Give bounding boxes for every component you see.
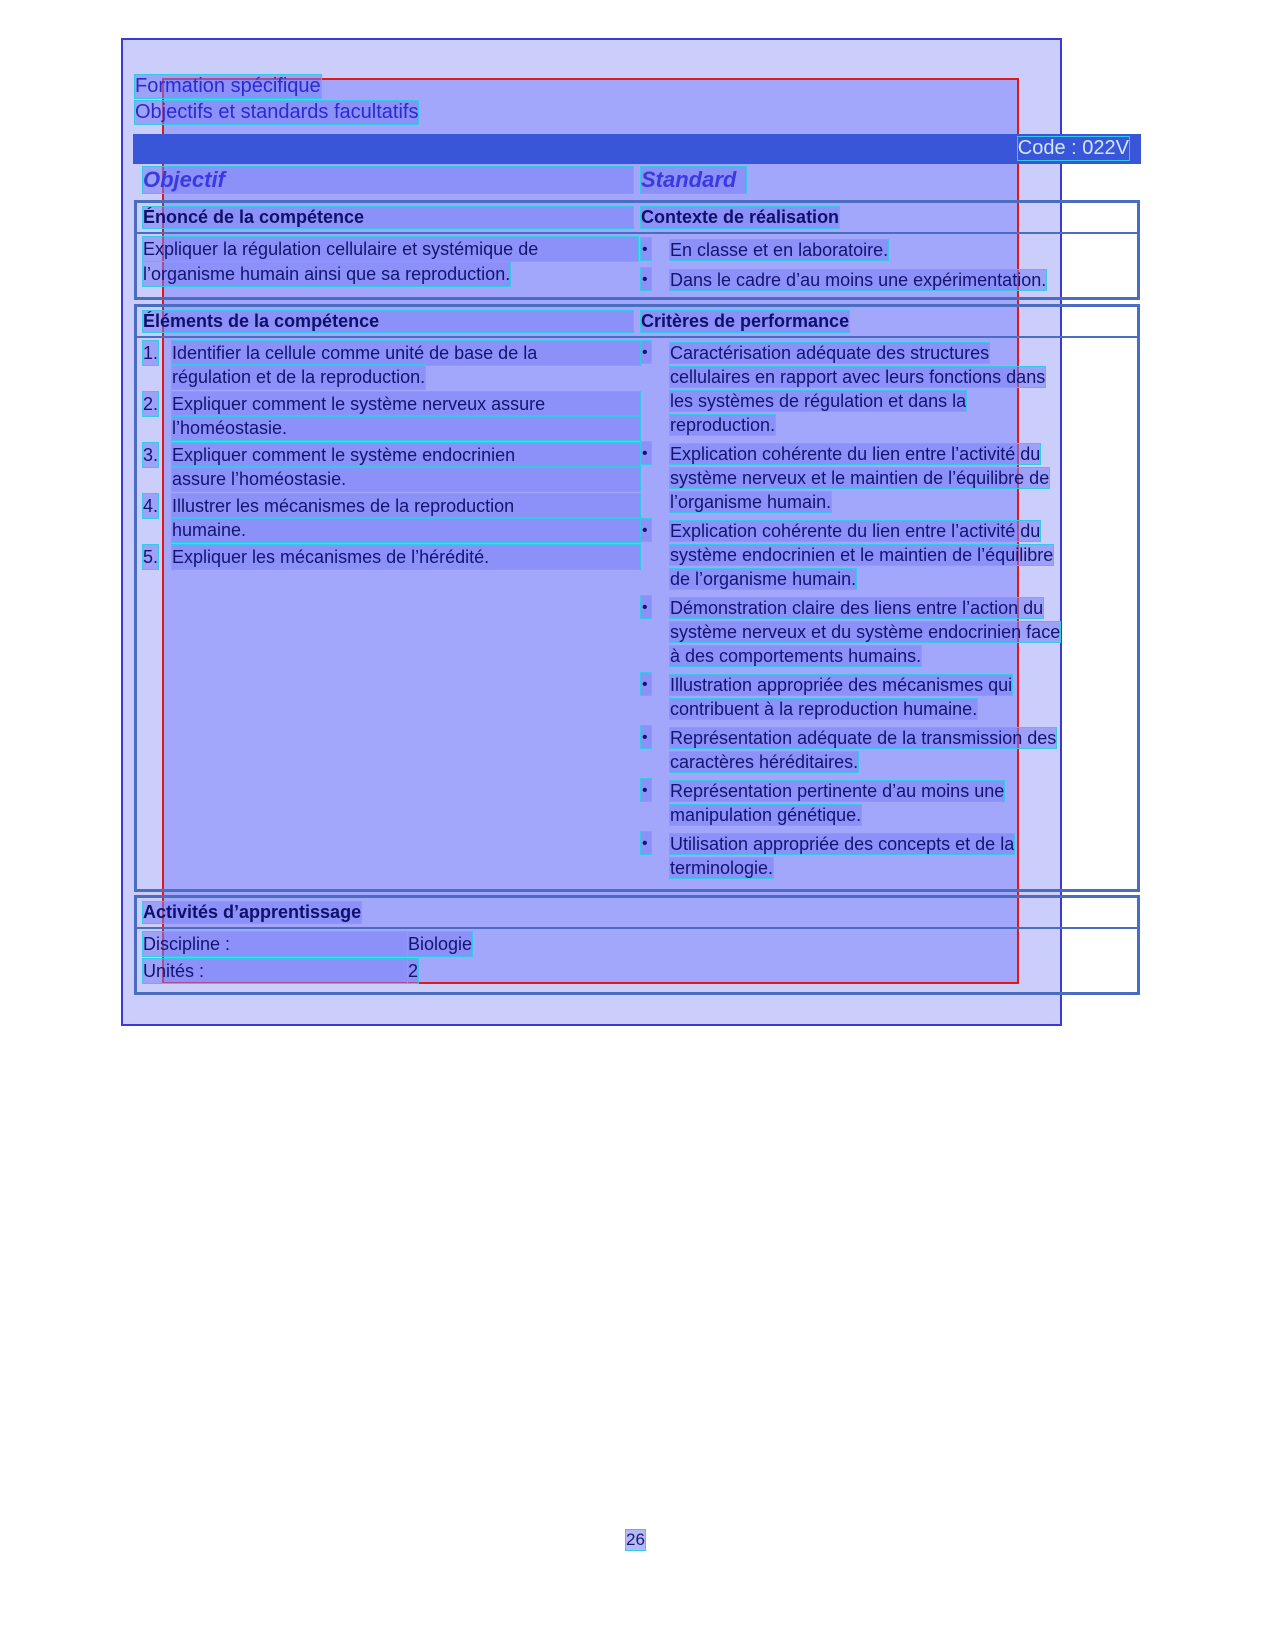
criterion-bullet: • Démonstration claire des liens entre l’action du système nerveux et du système endocrinien face à des comportements humains.: [641, 596, 1111, 668]
statement-line: Expliquer la régulation cellulaire et systémique de: [143, 237, 638, 261]
discipline-label: Discipline :: [143, 932, 407, 956]
criterion-bullet: • Caractérisation adéquate des structures cellulaires en rapport avec leurs fonctions dans les systèmes de régulation et dans la reproduction.: [641, 341, 1111, 437]
criterion-bullet: • Représentation pertinente d’au moins une manipulation génétique.: [641, 779, 1111, 827]
statement-line: l’organisme humain ainsi que sa reproduction.: [143, 264, 511, 284]
elements-heading: Éléments de la compétence: [143, 311, 633, 332]
criterion-bullet: • Utilisation appropriée des concepts et de la terminologie.: [641, 832, 1111, 880]
column-heading-objectif: Objectif: [143, 167, 633, 193]
context-bullet: • En classe et en laboratoire.: [641, 238, 888, 262]
units-value: 2: [408, 961, 419, 981]
statement-text: [143, 237, 638, 286]
element-item: 1. Identifier la cellule comme unité de base de la régulation et de la reproduction.: [143, 341, 640, 389]
element-item: 5. Expliquer les mécanismes de l’hérédité.: [143, 545, 640, 569]
element-item: 2. Expliquer comment le système nerveux assure l’homéostasie.: [143, 392, 640, 440]
units-label: Unités :: [143, 959, 407, 983]
discipline-value: Biologie: [408, 934, 473, 954]
code-bar: [133, 134, 1141, 164]
criterion-bullet: • Explication cohérente du lien entre l’activité du système endocrinien et le maintien de l’équilibre de l’organisme humain.: [641, 519, 1111, 591]
criterion-bullet: • Illustration appropriée des mécanismes qui contribuent à la reproduction humaine.: [641, 673, 1111, 721]
competency-code: Code : 022V: [1017, 137, 1129, 159]
criteria-heading: Critères de performance: [641, 311, 850, 331]
context-heading: Contexte de réalisation: [641, 207, 840, 227]
statement-heading: Énoncé de la compétence: [143, 207, 633, 228]
criterion-bullet: • Explication cohérente du lien entre l’activité du système nerveux et le maintien de l’équilibre de l’organisme humain.: [641, 442, 1111, 514]
element-item: 4. Illustrer les mécanismes de la reproduction humaine.: [143, 494, 640, 542]
learning-activities-heading: Activités d’apprentissage: [143, 902, 362, 922]
column-heading-standard: Standard: [641, 167, 746, 193]
program-title: Formation spécifique: [135, 75, 321, 97]
element-item: 3. Expliquer comment le système endocrinien assure l’homéostasie.: [143, 443, 640, 491]
program-subtitle: Objectifs et standards facultatifs: [135, 101, 419, 123]
criterion-bullet: • Représentation adéquate de la transmission des caractères héréditaires.: [641, 726, 1111, 774]
context-bullet: • Dans le cadre d’au moins une expérimentation.: [641, 268, 1046, 292]
page-number: 26: [626, 1530, 645, 1549]
